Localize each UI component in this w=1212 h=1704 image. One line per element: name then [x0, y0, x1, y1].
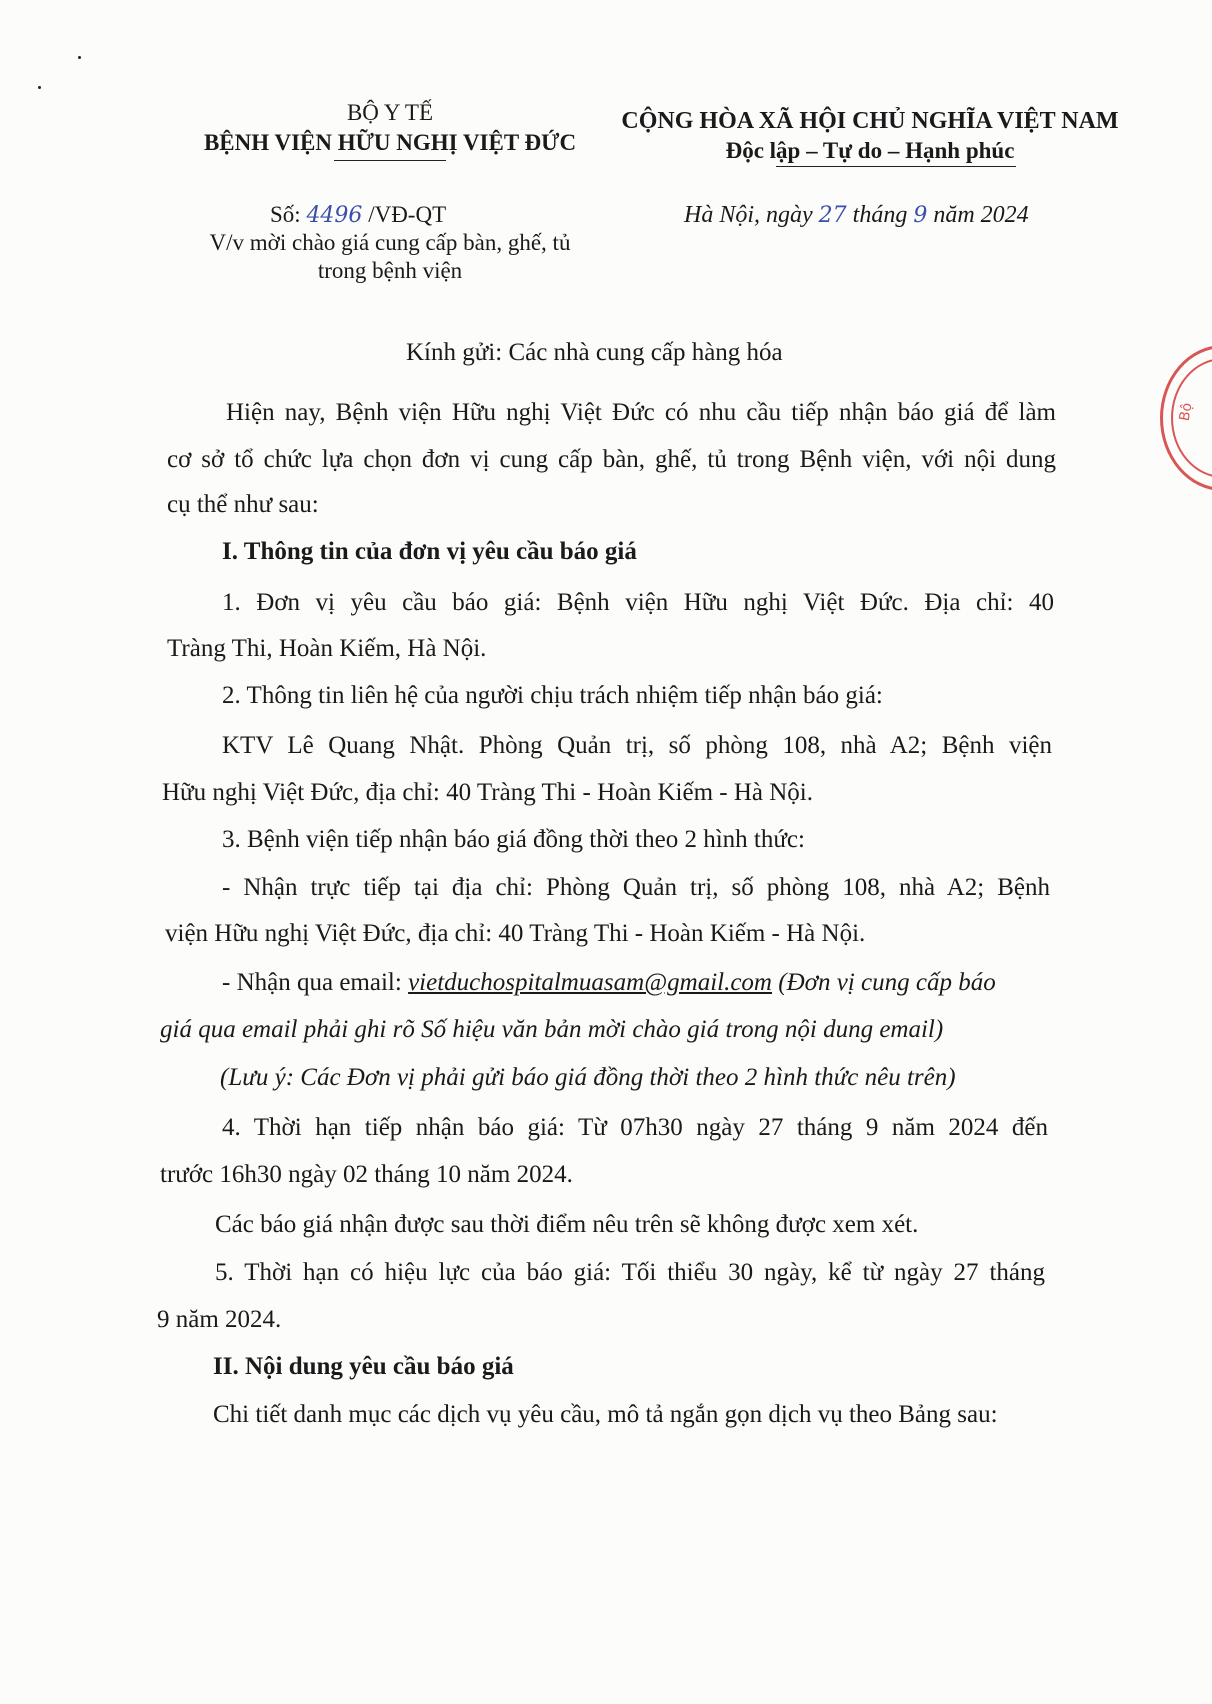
- motto-underline: [776, 166, 1016, 167]
- number-suffix: /VĐ-QT: [362, 202, 447, 227]
- item-4-line-2: trước 16h30 ngày 02 tháng 10 năm 2024.: [160, 1161, 573, 1188]
- scan-speck: [78, 56, 81, 59]
- ministry-name: BỘ Y TẾ: [346, 100, 434, 125]
- item-4-line-1: 4. Thời hạn tiếp nhận báo giá: Từ 07h30 ngày 27 tháng 9 năm 2024 đến: [222, 1114, 1048, 1141]
- date-mid: tháng: [846, 202, 914, 228]
- section-2-heading: II. Nội dung yêu cầu báo giá: [213, 1353, 514, 1380]
- email-note-2: giá qua email phải ghi rõ Số hiệu văn bản mời chào giá trong nội dung email): [160, 1016, 944, 1043]
- hospital-underline: [334, 160, 446, 161]
- place-date: [684, 200, 1029, 231]
- date-month-handwritten: 9: [913, 203, 928, 228]
- item-1-line-1: 1. Đơn vị yêu cầu báo giá: Bệnh viện Hữu nghị Việt Đức. Địa chỉ: 40: [222, 589, 1054, 616]
- email-link[interactable]: vietduchospitalmuasam@gmail.com: [408, 969, 772, 996]
- date-suffix: năm 2024: [927, 202, 1029, 228]
- salutation: Kính gửi: Các nhà cung cấp hàng hóa: [406, 339, 783, 366]
- motto: Độc lập – Tự do – Hạnh phúc: [725, 138, 1015, 163]
- red-stamp: [1160, 345, 1212, 491]
- date-prefix: Hà Nội, ngày: [684, 202, 819, 228]
- note: (Lưu ý: Các Đơn vị phải gửi báo giá đồng thời theo 2 hình thức nêu trên): [220, 1064, 956, 1091]
- country-name: CỘNG HÒA XÃ HỘI CHỦ NGHĨA VIỆT NAM: [621, 108, 1119, 134]
- section-2-line-1: Chi tiết danh mục các dịch vụ yêu cầu, mô tả ngắn gọn dịch vụ theo Bảng sau:: [213, 1401, 998, 1428]
- hospital-name: [200, 128, 580, 158]
- scan-speck: [38, 86, 41, 89]
- item-5-line-1: 5. Thời hạn có hiệu lực của báo giá: Tối thiểu 30 ngày, kể từ ngày 27 tháng: [215, 1259, 1045, 1286]
- date-day-handwritten: 27: [818, 203, 847, 228]
- number-handwritten: 4496: [306, 203, 363, 228]
- section-1-heading: I. Thông tin của đơn vị yêu cầu báo giá: [222, 538, 637, 565]
- contact-line-2: Hữu nghị Việt Đức, địa chỉ: 40 Tràng Thi - Hoàn Kiếm - Hà Nội.: [162, 779, 813, 806]
- email-prefix: - Nhận qua email:: [222, 969, 409, 996]
- email-line: [222, 968, 996, 998]
- intro-line-3: cụ thể như sau:: [167, 491, 319, 518]
- late-note: Các báo giá nhận được sau thời điểm nêu trên sẽ không được xem xét.: [215, 1211, 919, 1238]
- hospital-name-text: BỆNH VIỆN HỮU NGHỊ VIỆT ĐỨC: [203, 130, 577, 155]
- item-1-line-2: Tràng Thi, Hoàn Kiếm, Hà Nội.: [167, 635, 487, 662]
- item-2: 2. Thông tin liên hệ của người chịu trách nhiệm tiếp nhận báo giá:: [222, 682, 883, 709]
- document-number: [270, 200, 446, 231]
- number-prefix: Số:: [270, 202, 307, 227]
- subject-line-2: trong bệnh viện: [317, 258, 463, 283]
- intro-line-1: Hiện nay, Bệnh viện Hữu nghị Việt Đức có nhu cầu tiếp nhận báo giá để làm: [226, 399, 1056, 426]
- intro-line-2: cơ sở tổ chức lựa chọn đơn vị cung cấp bàn, ghế, tủ trong Bệnh viện, với nội dung: [167, 446, 1056, 473]
- direct-line-1: - Nhận trực tiếp tại địa chỉ: Phòng Quản trị, số phòng 108, nhà A2; Bệnh: [222, 874, 1050, 901]
- direct-line-2: viện Hữu nghị Việt Đức, địa chỉ: 40 Tràng Thi - Hoàn Kiếm - Hà Nội.: [165, 920, 866, 947]
- item-5-line-2: 9 năm 2024.: [157, 1306, 282, 1333]
- contact-line-1: KTV Lê Quang Nhật. Phòng Quản trị, số phòng 108, nhà A2; Bệnh viện: [222, 732, 1052, 759]
- subject-line-1: V/v mời chào giá cung cấp bàn, ghế, tủ: [209, 230, 571, 255]
- red-stamp-text: Bộ: [1176, 401, 1196, 423]
- item-3: 3. Bệnh viện tiếp nhận báo giá đồng thời theo 2 hình thức:: [222, 826, 805, 853]
- email-note-1: (Đơn vị cung cấp báo: [772, 969, 996, 996]
